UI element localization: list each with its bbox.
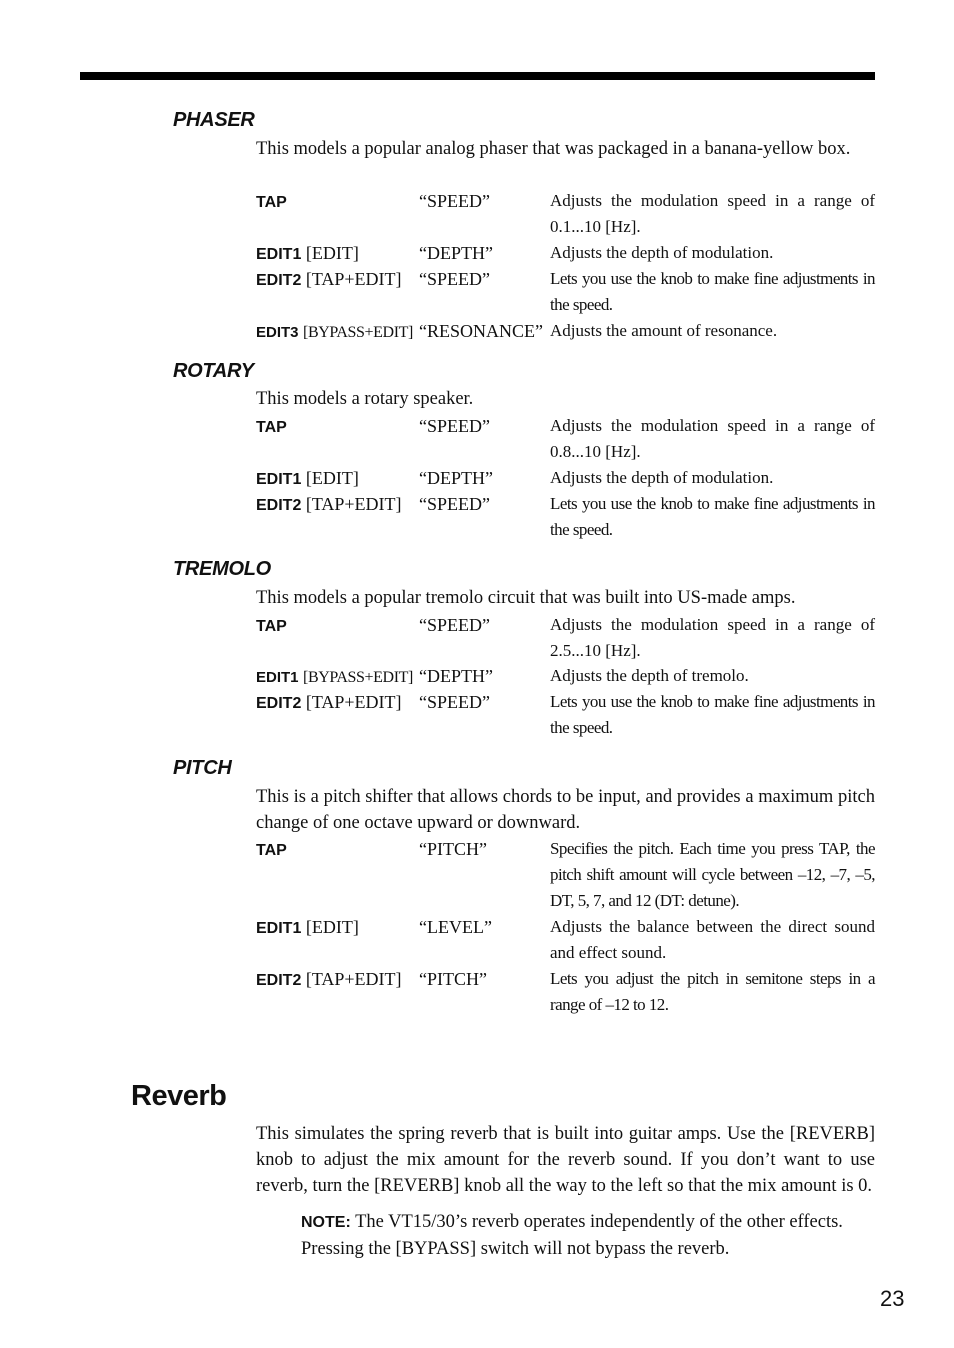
param-name: “PITCH” — [419, 969, 487, 989]
param-description: Lets you use the knob to make fine adjustments in the speed. — [550, 692, 875, 737]
param-key: TAP — [256, 194, 287, 211]
pitch-row-tap — [256, 836, 875, 910]
param-key: EDIT3 [BYPASS+EDIT] — [256, 324, 413, 341]
param-key: TAP — [256, 618, 287, 635]
param-key: EDIT1 [EDIT] — [256, 243, 359, 263]
param-name: “SPEED” — [419, 615, 490, 635]
tremolo-row-tap — [256, 612, 875, 660]
param-description: Adjusts the modulation speed in a range of 0.1...10 [Hz]. — [550, 191, 875, 236]
param-description: Adjusts the modulation speed in a range of 0.8...10 [Hz]. — [550, 416, 875, 461]
section-title-pitch: PITCH — [173, 757, 232, 779]
reverb-heading: Reverb — [131, 1080, 227, 1112]
param-key: EDIT2 [TAP+EDIT] — [256, 269, 402, 289]
param-description: Specifies the pitch. Each time you press TAP, the pitch shift amount will cycle between –12, –7, –5, DT, 5, 7, and 12 (DT: detune). — [550, 839, 875, 910]
param-name: “SPEED” — [419, 191, 490, 211]
note-text: The VT15/30’s reverb operates independently of the other effects. Pressing the [BYPASS] switch will not bypass the reverb. — [301, 1212, 843, 1259]
param-description: Adjusts the amount of resonance. — [550, 321, 778, 340]
param-key: EDIT1 [EDIT] — [256, 917, 359, 937]
phaser-row-tap — [256, 188, 875, 236]
pitch-description: This is a pitch shifter that allows chords to be input, and provides a maximum pitch change of one octave upward or downward. — [256, 787, 875, 833]
section-title-tremolo: TREMOLO — [173, 558, 271, 580]
param-key: EDIT2 [TAP+EDIT] — [256, 969, 402, 989]
param-description: Adjusts the balance between the direct sound and effect sound. — [550, 917, 875, 962]
param-name: “DEPTH” — [419, 468, 493, 488]
param-name: “DEPTH” — [419, 666, 493, 686]
pitch-row-edit2 — [256, 966, 875, 1014]
pitch-row-edit1 — [256, 914, 875, 962]
reverb-description: This simulates the spring reverb that is built into guitar amps. Use the [REVERB] knob to adjust the mix amount for the reverb sound. If you don’t want to use reverb, turn the [REVERB] knob all the way to the left so that the mix amount is 0. — [256, 1124, 875, 1196]
tremolo-row-edit2 — [256, 689, 875, 737]
header-rule — [80, 72, 875, 80]
param-name: “DEPTH” — [419, 243, 493, 263]
note-label: NOTE: — [301, 1214, 351, 1231]
param-key: EDIT1 [EDIT] — [256, 468, 359, 488]
tremolo-row-edit1 — [256, 663, 875, 689]
param-name: “SPEED” — [419, 416, 490, 436]
param-key: TAP — [256, 419, 287, 436]
param-description: Lets you adjust the pitch in semitone steps in a range of –12 to 12. — [550, 969, 875, 1014]
page-number: 23 — [880, 1286, 905, 1311]
param-description: Adjusts the depth of modulation. — [550, 243, 774, 262]
param-description: Adjusts the depth of tremolo. — [550, 666, 749, 685]
param-name: “SPEED” — [419, 692, 490, 712]
param-description: Adjusts the modulation speed in a range of 2.5...10 [Hz]. — [550, 615, 875, 660]
param-name: “SPEED” — [419, 494, 490, 514]
section-title-phaser: PHASER — [173, 109, 255, 131]
rotary-row-edit2 — [256, 491, 875, 539]
section-title-rotary: ROTARY — [173, 360, 254, 382]
param-name: “LEVEL” — [419, 917, 492, 937]
param-key: EDIT2 [TAP+EDIT] — [256, 494, 402, 514]
phaser-description: This models a popular analog phaser that was packaged in a banana-yellow box. — [256, 139, 851, 159]
phaser-row-edit3 — [256, 318, 875, 344]
param-name: “SPEED” — [419, 269, 490, 289]
phaser-row-edit1 — [256, 240, 875, 266]
reverb-note — [301, 1209, 875, 1262]
param-key: EDIT1 [BYPASS+EDIT] — [256, 669, 413, 686]
tremolo-description: This models a popular tremolo circuit that was built into US-made amps. — [256, 588, 796, 608]
param-key: EDIT2 [TAP+EDIT] — [256, 692, 402, 712]
phaser-row-edit2 — [256, 266, 875, 314]
rotary-description: This models a rotary speaker. — [256, 389, 474, 409]
param-name: “RESONANCE” — [419, 321, 543, 341]
rotary-row-tap — [256, 413, 875, 461]
param-description: Adjusts the depth of modulation. — [550, 468, 774, 487]
rotary-row-edit1 — [256, 465, 875, 491]
param-description: Lets you use the knob to make fine adjustments in the speed. — [550, 269, 875, 314]
param-key: TAP — [256, 842, 287, 859]
param-description: Lets you use the knob to make fine adjustments in the speed. — [550, 494, 875, 539]
param-name: “PITCH” — [419, 839, 487, 859]
